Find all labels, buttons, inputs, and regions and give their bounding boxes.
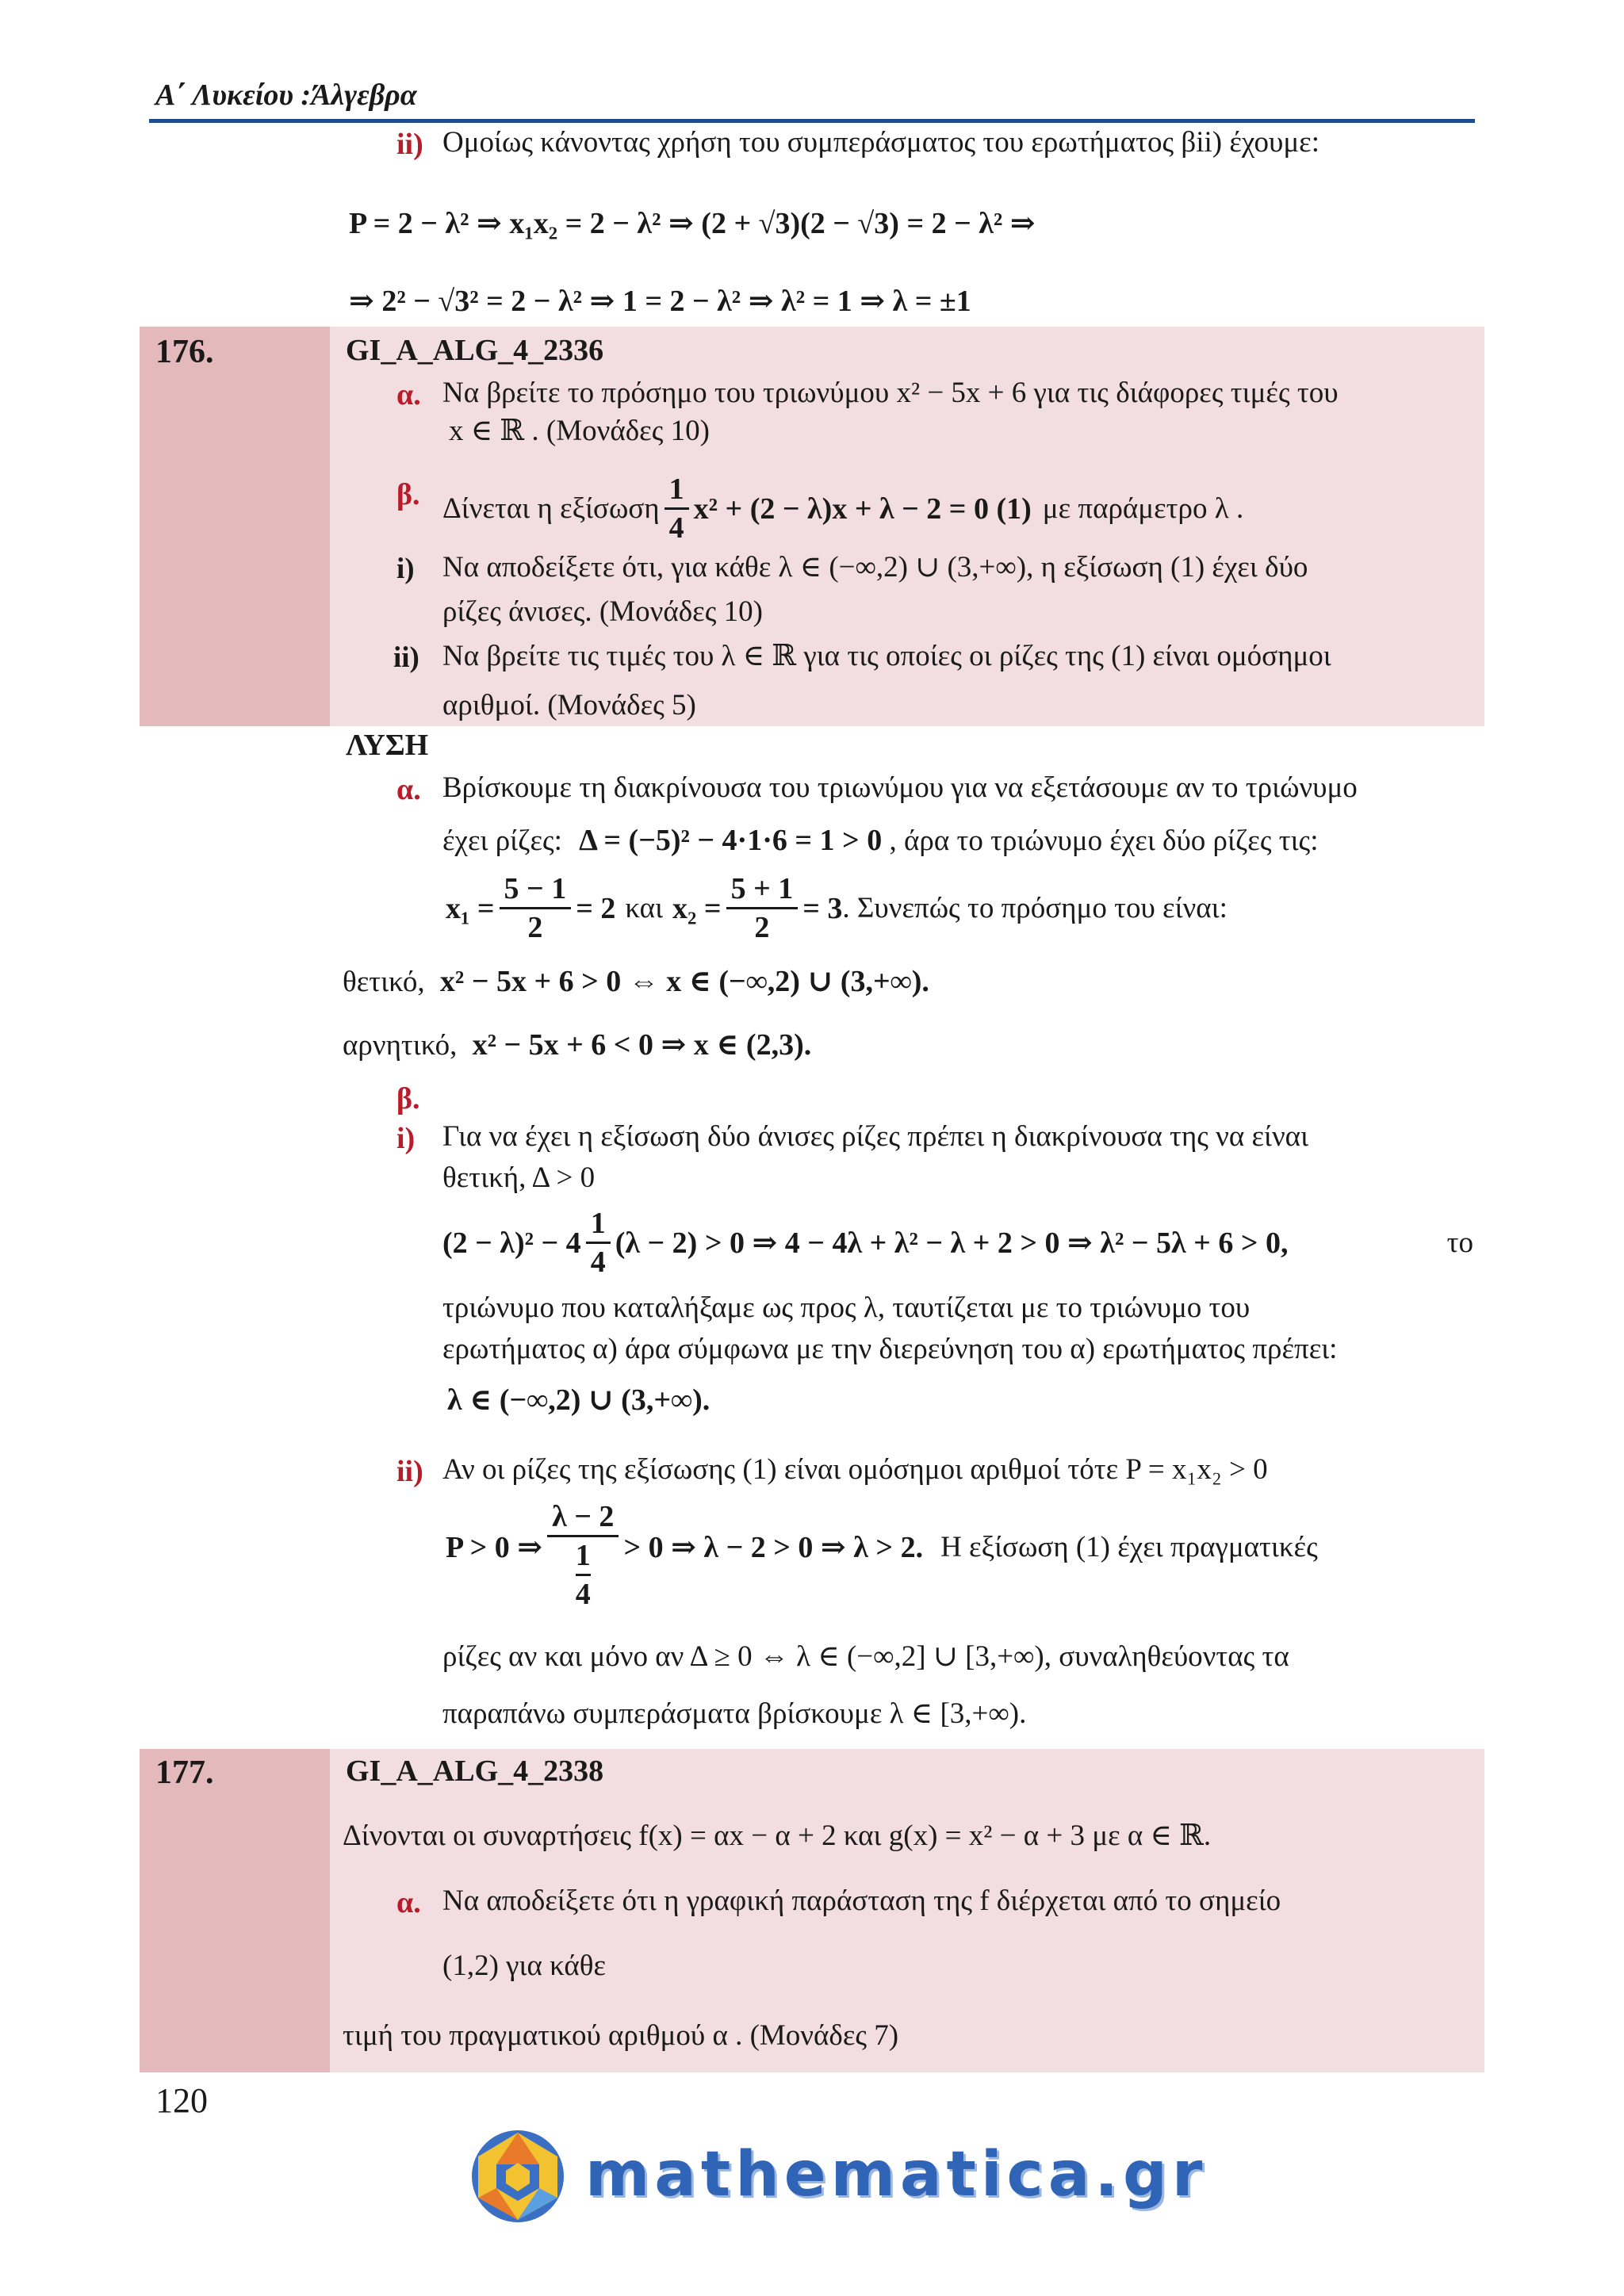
mathematica-logo	[466, 2133, 1208, 2220]
ex176-i-text: Να αποδείξετε ότι, για κάθε λ ∈ (−∞,2) ∪ (3,+∞), η εξίσωση (1) έχει δύο	[442, 551, 1308, 584]
sol176-x2-den: 2	[754, 911, 770, 944]
top-equation-2: ⇒ 2² − √3² = 2 − λ² ⇒ 1 = 2 − λ² ⇒ λ² = 1 ⇒ λ = ±1	[349, 285, 971, 318]
ex177-a-text2: (1,2) για κάθε	[442, 1950, 607, 1982]
sol176-bi-equation-line	[442, 1205, 1473, 1280]
sol176-x1-fraction	[500, 871, 572, 946]
sol176-bii-frac-num: λ − 2	[547, 1498, 619, 1537]
sol176-bi-line2: θετική, Δ > 0	[442, 1161, 596, 1194]
sol176-bii-line3: ρίζες αν και μόνο αν Δ ≥ 0 ⇔ λ ∈ (−∞,2] ∪ [3,+∞), συναληθεύοντας τα	[442, 1640, 1289, 1673]
sol176-a-label: α.	[396, 773, 421, 806]
ex176-b-frac-num: 1	[665, 471, 689, 510]
top-ii-text: Ομοίως κάνοντας χρήση του συμπεράσματος του ερωτήματος βii) έχουμε:	[442, 126, 1320, 159]
ex176-i-text2: ρίζες άνισες. (Μονάδες 10)	[442, 595, 763, 628]
sol176-bi-frac-den: 4	[590, 1246, 606, 1279]
sol176-x1-num: 5 − 1	[500, 871, 572, 909]
ex176-b-pre: Δίνεται η εξίσωση	[442, 492, 660, 525]
sol176-bii-label: ii)	[396, 1455, 423, 1488]
sol176-bii-line4: παραπάνω συμπεράσματα βρίσκουμε λ ∈ [3,+∞).	[442, 1697, 1027, 1730]
sol176-roots-line	[446, 871, 1228, 946]
ex176-b-post: με παράμετρο λ .	[1042, 492, 1244, 525]
sol176-bii-eq-text: Η εξίσωση (1) έχει πραγματικές	[940, 1531, 1318, 1563]
ex176-number-column	[140, 327, 330, 726]
sol176-bii-equation-line	[446, 1498, 1318, 1613]
solution-heading: ΛΥΣΗ	[346, 729, 429, 762]
ex176-a-label: α.	[396, 378, 421, 411]
ex176-number: 176.	[155, 334, 214, 370]
ex176-b-fraction	[665, 471, 689, 546]
sol176-bi-line5: λ ∈ (−∞,2) ∪ (3,+∞).	[447, 1383, 710, 1417]
sol176-bi-fraction	[586, 1205, 611, 1280]
sol176-bii-frac-den	[571, 1537, 596, 1613]
ex176-a-text2: x ∈ ℝ . (Μονάδες 10)	[449, 415, 710, 447]
sol176-a-line2-post: , άρα το τριώνυμο έχει δύο ρίζες τις:	[889, 825, 1319, 857]
sol176-bii-fraction	[547, 1498, 619, 1613]
sol176-bi-line1: Για να έχει η εξίσωση δύο άνισες ρίζες πρέπει η διακρίνουσα της να είναι	[442, 1120, 1309, 1153]
sol176-sign-text: . Συνεπώς το πρόσημο του είναι:	[842, 891, 1228, 924]
sol176-bi-label: i)	[396, 1122, 416, 1155]
ex176-ii-text2: αριθμοί. (Μονάδες 5)	[442, 689, 696, 721]
ex177-number: 177.	[155, 1755, 214, 1791]
sol176-positive-word: θετικό,	[343, 966, 425, 998]
page-number: 120	[155, 2081, 208, 2120]
ex176-a-text: Να βρείτε το πρόσημο του τριωνύμου x² − 5x + 6 για τις διάφορες τιμές του	[442, 377, 1339, 409]
sol176-bii-line1: Αν οι ρίζες της εξίσωσης (1) είναι ομόσημοι αριθμοί τότε P = x₁x₂ > 0	[442, 1453, 1268, 1486]
sol176-negative-math: x² − 5x + 6 < 0 ⇒ x ∈ (2,3).	[472, 1028, 812, 1062]
sol176-x1-rhs: = 2	[576, 891, 616, 925]
sol176-bi-to: το	[1446, 1226, 1473, 1259]
sol176-b-label: β.	[396, 1082, 420, 1115]
sol176-x1-den: 2	[527, 911, 543, 944]
page-header-title: Α΄ Λυκείου :Άλγεβρα	[155, 78, 417, 112]
sol176-x1-lhs: x₁ =	[446, 891, 495, 925]
sol176-bi-eq-post: (λ − 2) > 0 ⇒ 4 − 4λ + λ² − λ + 2 > 0 ⇒ λ² − 5λ + 6 > 0,	[615, 1226, 1289, 1260]
sol176-negative-line	[343, 1023, 811, 1068]
sol176-a-line2	[442, 818, 1319, 863]
sol176-x2-rhs: = 3	[802, 891, 843, 925]
ex177-a-text: Να αποδείξετε ότι η γραφική παράσταση της f διέρχεται από το σημείο	[442, 1885, 1281, 1917]
sol176-a-line1: Βρίσκουμε τη διακρίνουσα του τριωνύμου για να εξετάσουμε αν το τριώνυμο	[442, 771, 1358, 804]
sol176-bii-subfrac-num: 1	[576, 1537, 591, 1576]
sol176-x2-lhs: x₂ =	[672, 891, 722, 925]
sol176-discriminant: Δ = (−5)² − 4·1·6 = 1 > 0	[579, 824, 883, 857]
logo-text: mathematica.gr	[585, 2139, 1208, 2210]
ex176-b-frac-den: 4	[668, 511, 684, 545]
sol176-bii-eq-post: > 0 ⇒ λ − 2 > 0 ⇒ λ > 2.	[623, 1531, 924, 1564]
ex176-b-label: β.	[396, 478, 420, 511]
ex176-ii-text: Να βρείτε τις τιμές του λ ∈ ℝ για τις οποίες οι ρίζες της (1) είναι ομόσημοι	[442, 640, 1331, 672]
sol176-bi-line3: τριώνυμο που καταλήξαμε ως προς λ, ταυτίζεται με το τριώνυμο του	[442, 1292, 1251, 1324]
ex176-b-equation: x² + (2 − λ)x + λ − 2 = 0 (1)	[693, 492, 1032, 526]
sol176-bi-line4: ερωτήματος α) άρα σύμφωνα με την διερεύνηση του α) ερωτήματος πρέπει:	[442, 1333, 1338, 1365]
sol176-bii-subfrac-den: 4	[575, 1578, 591, 1611]
sol176-bi-frac-num: 1	[586, 1205, 611, 1244]
ex177-code: GI_A_ALG_4_2338	[346, 1755, 604, 1788]
ex176-b-line	[442, 471, 1243, 546]
sol176-bii-eq-pre: P > 0 ⇒	[446, 1531, 543, 1564]
sol176-and: και	[625, 891, 664, 924]
ex176-code: GI_A_ALG_4_2336	[346, 334, 604, 367]
sol176-positive-math: x² − 5x + 6 > 0 ⇔ x ∈ (−∞,2) ∪ (3,+∞).	[439, 965, 929, 998]
top-ii-label: ii)	[396, 128, 423, 161]
ex177-a-label: α.	[396, 1886, 421, 1919]
sol176-positive-line	[343, 959, 929, 1004]
sol176-a-line2-pre: έχει ρίζες:	[442, 825, 562, 857]
sol176-x2-num: 5 + 1	[726, 871, 799, 909]
sol176-x2-fraction	[726, 871, 799, 946]
ex177-intro: Δίνονται οι συναρτήσεις f(x) = αx − α + 2 και g(x) = x² − α + 3 με α ∈ ℝ.	[343, 1820, 1212, 1852]
ex177-number-column	[140, 1749, 330, 2072]
ex176-ii-label: ii)	[393, 641, 419, 674]
ex176-i-label: i)	[396, 553, 415, 585]
sol176-negative-word: αρνητικό,	[343, 1029, 458, 1062]
ex177-a-text3: τιμή του πραγματικού αριθμού α . (Μονάδες 7)	[343, 2019, 899, 2052]
top-equation-1: P = 2 − λ² ⇒ x₁x₂ = 2 − λ² ⇒ (2 + √3)(2 − √3) = 2 − λ² ⇒	[349, 207, 1036, 240]
sol176-bi-eq-pre: (2 − λ)² − 4	[442, 1226, 581, 1260]
polyhedron-logo-icon	[466, 2125, 569, 2228]
